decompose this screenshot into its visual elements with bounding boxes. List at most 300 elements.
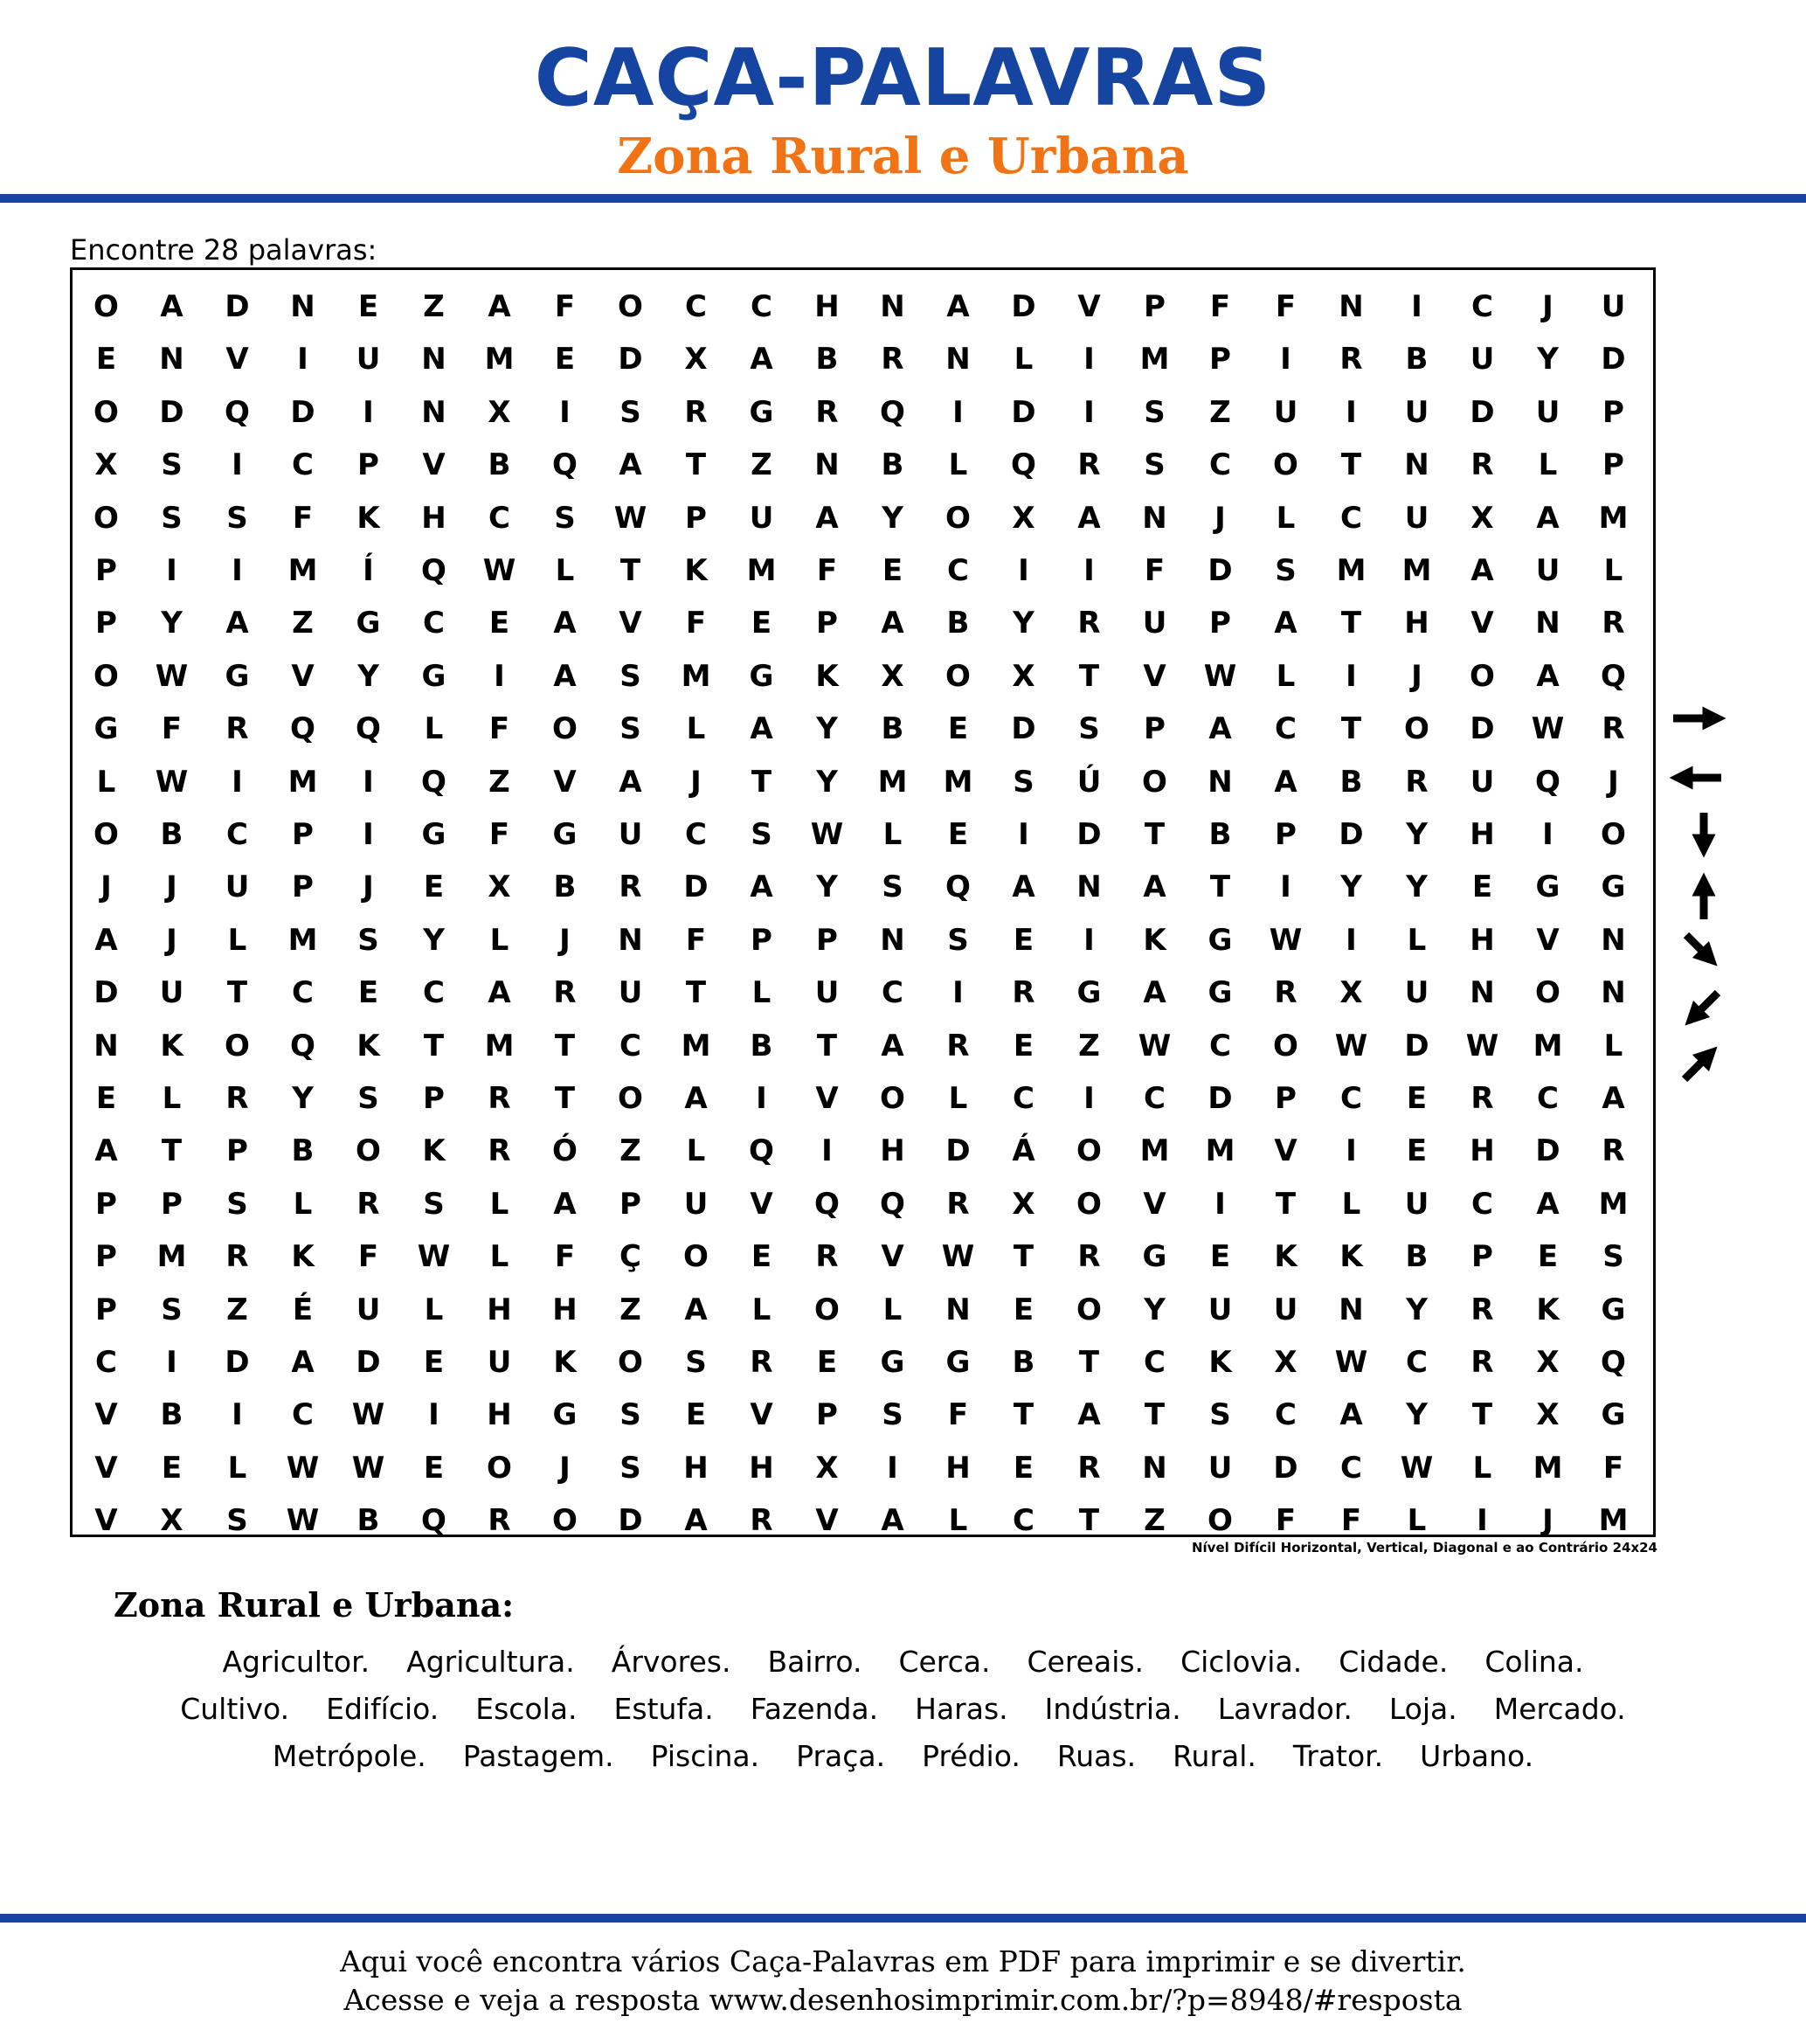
grid-letter: F: [1275, 289, 1297, 324]
grid-letter: K: [160, 1028, 183, 1064]
grid-letter: M: [287, 764, 318, 800]
grid-letter: W: [155, 764, 189, 800]
grid-letter: N: [880, 922, 905, 958]
grid-letter: C: [1144, 1345, 1166, 1380]
grid-letter: B: [946, 606, 970, 641]
grid-letter: J: [1542, 1503, 1553, 1539]
grid-letter: Q: [1601, 1345, 1626, 1380]
grid-letter: C: [95, 1345, 117, 1380]
grid-letter: I: [1411, 289, 1422, 324]
grid-letter: S: [1209, 1397, 1231, 1433]
grid-letter: A: [553, 1186, 577, 1222]
word-list-item: Ruas.: [1056, 1739, 1137, 1773]
word-list-item: Cultivo.: [180, 1692, 290, 1726]
grid-letter: H: [945, 1450, 971, 1486]
level-note: Nível Difícil Horizontal, Vertical, Diagonal e ao Contrário 24x24: [1191, 1540, 1657, 1556]
grid-letter: G: [1601, 1292, 1626, 1327]
grid-letter: O: [93, 394, 119, 430]
grid-letter: L: [1603, 1028, 1623, 1064]
grid-letter: A: [225, 606, 249, 641]
grid-letter: T: [1078, 658, 1100, 694]
word-list-item: Agricultura.: [406, 1645, 575, 1679]
grid-letter: T: [1275, 1186, 1297, 1222]
grid-letter: N: [1339, 289, 1364, 324]
grid-letter: X: [1339, 975, 1363, 1011]
grid-letter: A: [94, 1133, 118, 1169]
grid-letter: I: [1083, 553, 1095, 588]
grid-letter: L: [555, 553, 575, 588]
grid-letter: N: [1601, 922, 1626, 958]
grid-letter: J: [166, 922, 177, 958]
grid-letter: D: [1601, 342, 1626, 378]
grid-letter: U: [1404, 1186, 1429, 1222]
grid-letter: I: [1083, 922, 1095, 958]
grid-letter: O: [683, 1239, 709, 1275]
word-list-item: Haras.: [915, 1692, 1008, 1726]
grid-letter: A: [1143, 870, 1166, 905]
grid-letter: P: [751, 922, 772, 958]
word-list-item: Estufa.: [613, 1692, 714, 1726]
grid-letter: Q: [356, 711, 381, 747]
grid-letter: H: [487, 1397, 512, 1433]
grid-letter: C: [488, 500, 510, 536]
grid-letter: N: [1076, 870, 1102, 905]
grid-letter: B: [1405, 1239, 1429, 1275]
grid-letter: R: [1405, 764, 1429, 800]
footer-line-2: Acesse e veja a resposta www.desenhosimprimir.com.br/?p=8948/#resposta: [343, 1983, 1463, 2017]
grid-letter: D: [1273, 1450, 1298, 1486]
grid-letter: I: [952, 394, 964, 430]
grid-letter: S: [619, 658, 641, 694]
grid-letter: B: [488, 447, 511, 483]
grid-letter: Z: [488, 764, 510, 800]
grid-letter: A: [881, 1028, 904, 1064]
grid-letter: O: [1076, 1186, 1102, 1222]
grid-letter: G: [1601, 870, 1626, 905]
grid-letter: L: [227, 1450, 247, 1486]
grid-letter: H: [1404, 606, 1429, 641]
grid-letter: P: [1209, 342, 1231, 378]
grid-letter: A: [881, 606, 904, 641]
word-list-item: Pastagem.: [462, 1739, 614, 1773]
grid-letter: G: [749, 394, 774, 430]
grid-letter: H: [1470, 922, 1495, 958]
grid-letter: I: [1346, 1133, 1357, 1169]
grid-letter: X: [1012, 658, 1035, 694]
word-list-item: Indústria.: [1044, 1692, 1181, 1726]
grid-letter: D: [1404, 1028, 1429, 1064]
grid-letter: L: [96, 764, 116, 800]
grid-letter: N: [945, 1292, 971, 1327]
grid-letter: I: [363, 817, 374, 852]
grid-letter: O: [618, 289, 643, 324]
grid-letter: A: [1208, 711, 1232, 747]
grid-letter: B: [160, 1397, 183, 1433]
grid-letter: Y: [1537, 342, 1559, 378]
footer-line-1: Aqui você encontra vários Caça-Palavras em PDF para imprimir e se divertir.: [340, 1944, 1466, 1978]
grid-letter: P: [685, 500, 707, 536]
footer-divider: [0, 1914, 1806, 1923]
grid-letter: C: [751, 289, 772, 324]
word-list-item: Colina.: [1484, 1645, 1584, 1679]
grid-letter: V: [94, 1503, 118, 1539]
word-list-row: [0, 1739, 1806, 1774]
grid-letter: O: [93, 500, 119, 536]
grid-letter: R: [946, 1028, 970, 1064]
grid-letter: I: [1346, 658, 1357, 694]
grid-letter: O: [552, 711, 578, 747]
grid-letter: C: [685, 289, 707, 324]
grid-letter: R: [1077, 1450, 1101, 1486]
grid-letter: K: [356, 500, 380, 536]
grid-letter: U: [1207, 1292, 1233, 1327]
grid-letter: O: [1076, 1292, 1102, 1327]
grid-letter: E: [1013, 1450, 1034, 1486]
grid-letter: V: [553, 764, 577, 800]
grid-letter: D: [618, 1503, 643, 1539]
grid-letter: Q: [814, 1186, 840, 1222]
grid-letter: E: [1013, 1292, 1034, 1327]
grid-letter: Y: [1406, 817, 1428, 852]
grid-letter: H: [1470, 817, 1495, 852]
grid-letter: R: [1470, 1081, 1494, 1116]
grid-letter: U: [814, 975, 840, 1011]
grid-letter: L: [424, 1292, 444, 1327]
grid-letter: K: [1536, 1292, 1560, 1327]
grid-letter: E: [161, 1450, 183, 1486]
grid-letter: D: [618, 342, 643, 378]
grid-letter: L: [948, 1503, 968, 1539]
grid-letter: J: [1411, 658, 1422, 694]
grid-letter: F: [488, 711, 510, 747]
grid-letter: I: [756, 1081, 767, 1116]
word-list-item: Urbano.: [1420, 1739, 1534, 1773]
grid-letter: V: [815, 1503, 839, 1539]
grid-letter: A: [553, 606, 577, 641]
grid-letter: I: [1018, 553, 1029, 588]
grid-letter: E: [1537, 1239, 1559, 1275]
grid-letter: S: [882, 1397, 903, 1433]
grid-letter: G: [1076, 975, 1102, 1011]
grid-letter: A: [160, 289, 183, 324]
grid-letter: Y: [161, 606, 183, 641]
grid-letter: L: [1472, 1450, 1492, 1486]
grid-letter: E: [1406, 1133, 1428, 1169]
grid-letter: B: [815, 342, 839, 378]
grid-letter: W: [1334, 1028, 1368, 1064]
grid-letter: R: [488, 1081, 511, 1116]
word-list-row: [0, 1692, 1806, 1727]
grid-letter: W: [417, 1239, 451, 1275]
grid-letter: T: [1340, 606, 1362, 641]
grid-letter: A: [881, 1503, 904, 1539]
grid-letter: C: [1275, 711, 1297, 747]
grid-letter: B: [356, 1503, 380, 1539]
grid-letter: N: [1339, 1292, 1364, 1327]
grid-letter: L: [489, 1239, 509, 1275]
grid-letter: J: [559, 1450, 571, 1486]
grid-letter: K: [815, 658, 839, 694]
instructions: Encontre 28 palavras:: [70, 233, 377, 267]
grid-letter: Q: [1601, 658, 1626, 694]
grid-letter: U: [1470, 342, 1495, 378]
grid-letter: F: [161, 711, 183, 747]
grid-letter: M: [1139, 1133, 1170, 1169]
grid-letter: M: [1336, 553, 1367, 588]
grid-letter: M: [681, 1028, 711, 1064]
grid-letter: B: [553, 870, 577, 905]
grid-letter: T: [685, 447, 707, 483]
grid-letter: S: [161, 447, 183, 483]
grid-letter: F: [554, 1239, 576, 1275]
grid-letter: V: [1536, 922, 1560, 958]
grid-letter: S: [947, 922, 969, 958]
grid-letter: I: [428, 1397, 439, 1433]
grid-letter: O: [225, 1028, 250, 1064]
word-list-heading: Zona Rural e Urbana:: [114, 1585, 515, 1625]
grid-letter: I: [1477, 1503, 1488, 1539]
grid-letter: L: [227, 922, 247, 958]
grid-letter: Y: [1013, 606, 1034, 641]
grid-letter: T: [554, 1028, 576, 1064]
grid-letter: C: [619, 1028, 641, 1064]
word-list-item: Bairro.: [767, 1645, 862, 1679]
grid-letter: L: [162, 1081, 182, 1116]
grid-letter: F: [554, 289, 576, 324]
grid-letter: X: [1470, 500, 1494, 536]
grid-letter: E: [1013, 1028, 1034, 1064]
arrow-up-right-icon: [1685, 1055, 1709, 1079]
grid-letter: O: [1076, 1133, 1102, 1169]
grid-letter: O: [93, 658, 119, 694]
grid-letter: W: [351, 1450, 385, 1486]
grid-letter: M: [877, 764, 908, 800]
grid-letter: P: [95, 1292, 117, 1327]
grid-letter: R: [815, 394, 839, 430]
grid-letter: P: [226, 1133, 248, 1169]
grid-letter: S: [619, 1397, 641, 1433]
grid-letter: L: [424, 711, 444, 747]
grid-letter: Z: [619, 1133, 641, 1169]
grid-letter: N: [1142, 1450, 1167, 1486]
letter-grid: [70, 267, 1656, 1537]
grid-letter: I: [952, 975, 964, 1011]
grid-letter: U: [225, 870, 250, 905]
grid-letter: A: [1077, 500, 1101, 536]
grid-letter: D: [1535, 1133, 1560, 1169]
grid-letter: W: [1531, 711, 1565, 747]
grid-letter: L: [1407, 922, 1427, 958]
grid-letter: J: [690, 764, 702, 800]
grid-letter: V: [619, 606, 642, 641]
grid-letter: S: [161, 500, 183, 536]
grid-letter: Q: [945, 870, 971, 905]
page-title: CAÇA-PALAVRAS: [534, 32, 1272, 124]
grid-letter: M: [1139, 342, 1170, 378]
grid-letter: V: [750, 1397, 773, 1433]
grid-letter: U: [1535, 394, 1560, 430]
grid-letter: D: [1470, 711, 1495, 747]
direction-arrows: [1669, 690, 1730, 1110]
grid-letter: C: [1471, 1186, 1493, 1222]
grid-letter: E: [357, 289, 379, 324]
grid-letter: J: [559, 922, 571, 958]
grid-letter: P: [161, 1186, 183, 1222]
grid-letter: O: [880, 1081, 905, 1116]
grid-letter: I: [232, 764, 243, 800]
grid-letter: T: [1013, 1397, 1034, 1433]
grid-letter: X: [160, 1503, 183, 1539]
grid-letter: P: [816, 922, 838, 958]
grid-letter: Y: [1406, 1397, 1428, 1433]
grid-letter: X: [94, 447, 118, 483]
word-list-item: Edifício.: [326, 1692, 439, 1726]
grid-letter: T: [161, 1133, 183, 1169]
grid-letter: É: [292, 1292, 314, 1327]
grid-letter: X: [488, 394, 511, 430]
grid-letter: D: [290, 394, 315, 430]
grid-letter: A: [619, 764, 642, 800]
grid-letter: S: [161, 1292, 183, 1327]
grid-letter: R: [553, 975, 577, 1011]
grid-letter: C: [1275, 1397, 1297, 1433]
grid-letter: D: [1339, 817, 1364, 852]
grid-letter: K: [1208, 1345, 1232, 1380]
grid-letter: C: [947, 553, 969, 588]
grid-letter: S: [1144, 394, 1166, 430]
grid-letter: O: [1470, 658, 1495, 694]
grid-letter: R: [1274, 975, 1297, 1011]
grid-letter: R: [225, 711, 249, 747]
grid-letter: K: [356, 1028, 380, 1064]
grid-letter: A: [488, 975, 511, 1011]
grid-letter: O: [356, 1133, 381, 1169]
grid-letter: Z: [1078, 1028, 1100, 1064]
grid-letter: Y: [1406, 1292, 1428, 1327]
grid-letter: M: [1598, 1186, 1629, 1222]
grid-letter: U: [1142, 606, 1167, 641]
grid-letter: J: [1542, 289, 1553, 324]
grid-letter: R: [1077, 447, 1101, 483]
grid-letter: D: [1011, 394, 1036, 430]
grid-letter: X: [488, 870, 511, 905]
grid-letter: Ç: [619, 1239, 641, 1275]
grid-letter: R: [619, 870, 642, 905]
grid-letter: E: [554, 342, 576, 378]
grid-letter: C: [226, 817, 248, 852]
grid-letter: P: [1471, 1239, 1493, 1275]
grid-letter: O: [945, 500, 971, 536]
grid-letter: V: [94, 1450, 118, 1486]
grid-letter: T: [619, 553, 641, 588]
grid-letter: V: [225, 342, 249, 378]
grid-letter: I: [232, 553, 243, 588]
grid-letter: L: [489, 1186, 509, 1222]
grid-letter: L: [686, 711, 706, 747]
grid-letter: P: [95, 606, 117, 641]
grid-letter: E: [95, 1081, 117, 1116]
grid-letter: O: [814, 1292, 840, 1327]
grid-letter: E: [1471, 870, 1493, 905]
grid-letter: P: [357, 447, 379, 483]
grid-letter: W: [1269, 922, 1303, 958]
grid-letter: C: [292, 1397, 314, 1433]
grid-letter: A: [946, 289, 970, 324]
grid-letter: G: [552, 1397, 578, 1433]
grid-letter: G: [1207, 922, 1233, 958]
grid-letter: T: [685, 975, 707, 1011]
word-list-item: Cidade.: [1339, 1645, 1449, 1679]
word-list-item: Cerca.: [898, 1645, 991, 1679]
grid-letter: P: [1209, 606, 1231, 641]
grid-letter: M: [943, 764, 973, 800]
grid-letter: P: [292, 870, 314, 905]
grid-letter: M: [1598, 500, 1629, 536]
grid-letter: V: [1077, 289, 1101, 324]
grid-letter: C: [423, 975, 445, 1011]
grid-letter: W: [1334, 1345, 1368, 1380]
grid-letter: V: [815, 1081, 839, 1116]
grid-letter: G: [225, 658, 250, 694]
grid-letter: A: [684, 1503, 708, 1539]
grid-letter: C: [1340, 1081, 1362, 1116]
grid-letter: T: [1340, 711, 1362, 747]
grid-letter: I: [1346, 394, 1357, 430]
grid-letter: H: [683, 1450, 709, 1486]
grid-letter: L: [948, 1081, 968, 1116]
grid-letter: H: [1470, 1133, 1495, 1169]
word-list-item: Árvores.: [611, 1645, 731, 1679]
grid-letter: E: [947, 711, 969, 747]
grid-letter: T: [554, 1081, 576, 1116]
grid-letter: Z: [1144, 1503, 1166, 1539]
grid-letter: L: [1538, 447, 1558, 483]
grid-letter: W: [941, 1239, 975, 1275]
grid-letter: L: [1276, 658, 1296, 694]
grid-letter: L: [1276, 500, 1296, 536]
grid-letter: Q: [225, 394, 250, 430]
word-list-item: Agricultor.: [222, 1645, 370, 1679]
grid-letter: A: [488, 289, 511, 324]
grid-letter: K: [553, 1345, 577, 1380]
grid-letter: B: [1208, 817, 1232, 852]
grid-letter: N: [93, 1028, 119, 1064]
grid-letter: C: [685, 817, 707, 852]
grid-letter: Q: [421, 553, 446, 588]
page-subtitle: Zona Rural e Urbana: [617, 128, 1189, 185]
grid-letter: A: [1536, 500, 1560, 536]
grid-letter: A: [815, 500, 839, 536]
grid-letter: W: [1465, 1028, 1499, 1064]
grid-letter: M: [484, 1028, 515, 1064]
grid-letter: I: [363, 764, 374, 800]
grid-letter: X: [1274, 1345, 1297, 1380]
grid-letter: W: [810, 817, 844, 852]
grid-letter: U: [356, 342, 381, 378]
grid-letter: G: [880, 1345, 905, 1380]
grid-letter: A: [94, 922, 118, 958]
grid-letter: Y: [423, 922, 445, 958]
grid-letter: Z: [423, 289, 445, 324]
grid-letter: P: [95, 1239, 117, 1275]
grid-letter: P: [816, 1397, 838, 1433]
grid-letter: M: [1401, 553, 1432, 588]
grid-letter: S: [619, 1450, 641, 1486]
grid-letter: R: [946, 1186, 970, 1222]
grid-letter: Q: [880, 394, 905, 430]
grid-letter: J: [1214, 500, 1226, 536]
grid-letter: X: [684, 342, 708, 378]
